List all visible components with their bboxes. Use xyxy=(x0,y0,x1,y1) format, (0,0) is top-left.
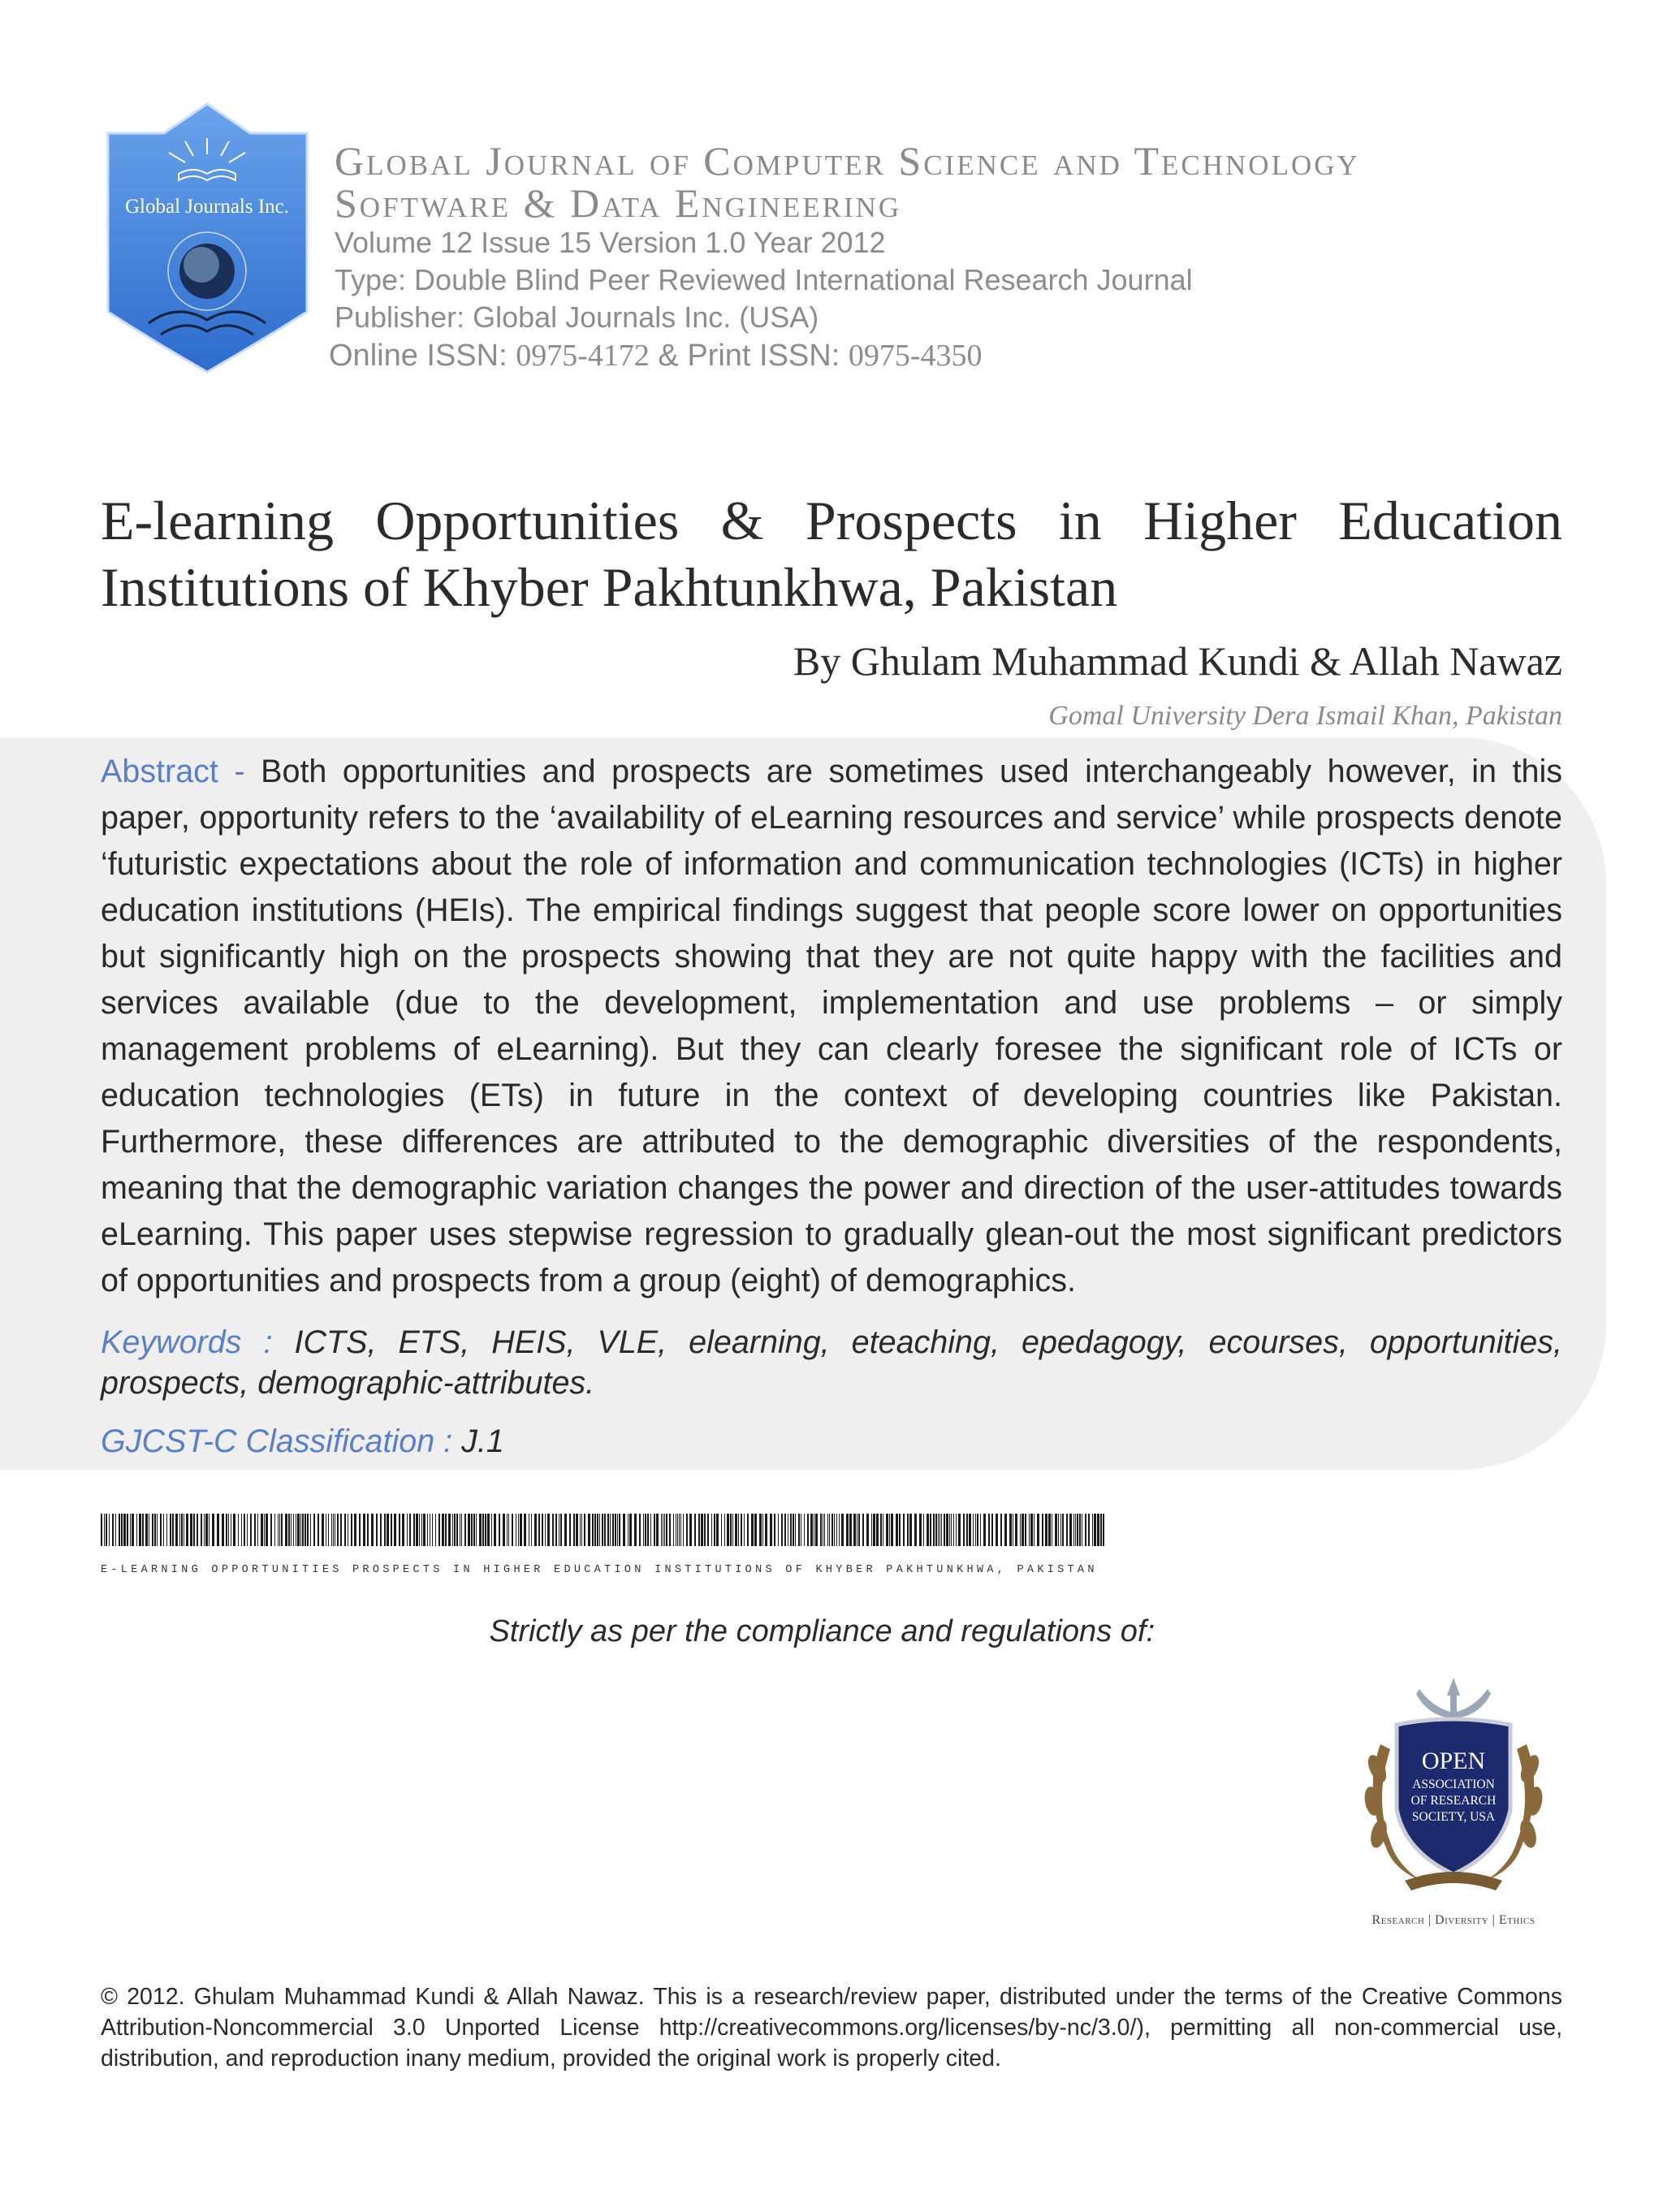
issn-separator: & Print ISSN: xyxy=(649,339,849,373)
journal-name: Global Journal of Computer Science and Technology xyxy=(335,138,1360,184)
seal-emblem-icon xyxy=(1348,1671,1559,1907)
classification xyxy=(101,1421,1562,1462)
seal-line1: OPEN xyxy=(1421,1748,1486,1774)
abstract-text: Both opportunities and prospects are sometimes used interchangeably however, in this paper, opportunity refers to the ‘availability of eLearning resources and service’ while prospects denote ‘futuristic expectations about the role of information and communication technologies (ICTs) in higher education institutions (HEIs). The empirical findings suggest that people score lower on opportunities but significantly high on the prospects showing that they are not quite happy with the facilities and services available (due to the development, implementation and use problems – or simply management problems of eLearning). But they can clearly foresee the significant role of ICTs or education technologies (ETs) in future in the context of developing countries like Pakistan. Furthermore, these differences are attributed to the demographic diversities of the respondents, meaning that the demographic variation changes the power and direction of the user-attitudes towards eLearning. This paper uses stepwise regression to gradually glean-out the most significant predictors of opportunities and prospects from a group (eight) of demographics. xyxy=(101,754,1562,1298)
seal-line2: ASSOCIATION xyxy=(1412,1778,1495,1791)
paper-title: E-learning Opportunities & Prospects in Higher Education Institutions of Khyber Pakhtunkhwa, Pakistan xyxy=(101,490,1562,618)
license-text: © 2012. Ghulam Muhammad Kundi & Allah Nawaz. This is a research/review paper, distributed under the terms of the Creative Commons Attribution-Noncommercial 3.0 Unported License http://creativecommons.org/licenses/by-nc/3.0/), permitting all non-commercial use, distribution, and reproduction inany medium, provided the original work is properly cited. xyxy=(101,1984,1562,2072)
barcode-caption: E-LEARNING OPPORTUNITIES PROSPECTS IN HIGHER EDUCATION INSTITUTIONS OF KHYBER PAKHTUNKHWA, PAKISTAN xyxy=(101,1564,1098,1576)
logo-text: Global Journals Inc. xyxy=(124,196,290,218)
author-affiliation: Gomal University Dera Ismail Khan, Pakistan xyxy=(1048,701,1562,731)
issn-print: 0975-4350 xyxy=(848,339,983,373)
journal-header xyxy=(329,138,1512,375)
oars-seal xyxy=(1348,1671,1559,1907)
classification-code: J.1 xyxy=(461,1424,504,1459)
keywords-label: Keywords : xyxy=(101,1324,295,1360)
barcode xyxy=(101,1514,1104,1546)
compliance-note: Strictly as per the compliance and regulations of: xyxy=(489,1614,1155,1648)
journal-section: Software & Data Engineering xyxy=(335,180,902,226)
seal-tagline: Research | Diversity | Ethics xyxy=(1371,1913,1536,1927)
volume-line: Volume 12 Issue 15 Version 1.0 Year 2012 xyxy=(335,226,886,259)
shield-logo-icon xyxy=(104,99,311,375)
issn-online: 0975-4172 xyxy=(516,339,650,373)
keywords xyxy=(101,1322,1562,1403)
publisher-line: Publisher: Global Journals Inc. (USA) xyxy=(335,300,819,334)
barcode-icon xyxy=(101,1514,1104,1546)
journal-logo xyxy=(104,99,311,375)
issn-line xyxy=(329,336,1512,375)
abstract-label: Abstract - xyxy=(101,754,261,789)
issn-online-label: Online ISSN: xyxy=(329,339,516,373)
keywords-text: ICTS, ETS, HEIS, VLE, elearning, eteaching, epedagogy, ecourses, opportunities, prospects, demographic-attributes. xyxy=(101,1324,1562,1401)
type-line: Type: Double Blind Peer Reviewed International Research Journal xyxy=(335,263,1193,296)
seal-line4: SOCIETY, USA xyxy=(1411,1810,1496,1824)
paper-authors: By Ghulam Muhammad Kundi & Allah Nawaz xyxy=(793,638,1562,684)
seal-line3: OF RESEARCH xyxy=(1410,1794,1497,1808)
classification-label: GJCST-C Classification : xyxy=(101,1424,462,1459)
abstract xyxy=(101,749,1562,1304)
